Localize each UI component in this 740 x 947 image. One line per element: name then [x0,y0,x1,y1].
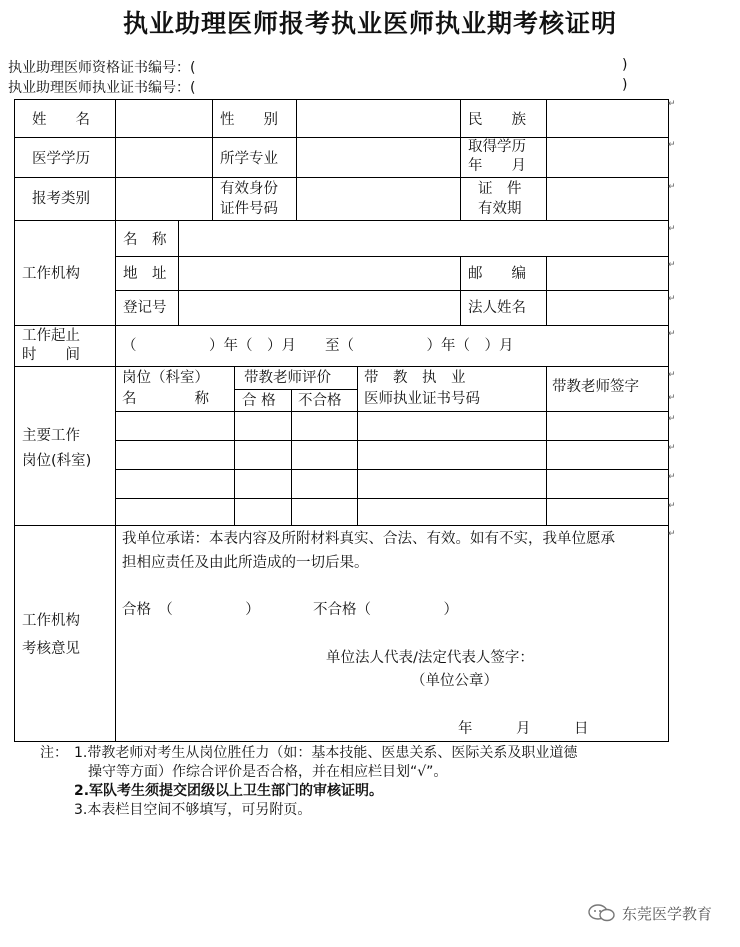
obtained-label-line2: 年 月 [468,158,526,174]
qualification-cert-close: ) [622,57,628,73]
note-3: 3.本表栏目空间不够填写，可另附页。 [74,802,312,818]
period-label-line2: 时 间 [22,347,80,363]
col-fail: 不合格 [298,393,342,409]
wechat-icon [587,905,622,923]
period-label-line1: 工作起止 [22,328,80,344]
watermark-text: 东莞医学教育 [621,905,712,923]
notes-prefix: 注： [40,745,68,761]
paragraph-mark: ↵ [668,370,676,380]
pledge-line2: 担相应责任及由此所造成的一切后果。 [122,555,369,571]
paragraph-mark: ↵ [668,501,676,511]
postcode-label: 邮 编 [468,266,526,282]
period-text: （ ）年（ ）月 至（ ）年（ ）月 [122,338,514,354]
col-post-line2: 名 称 [122,391,209,407]
paragraph-mark: ↵ [668,393,676,403]
paragraph-mark: ↵ [668,443,676,453]
paragraph-mark: ↵ [668,182,676,192]
note-1-line2: 操守等方面）作综合评价是否合格，并在相应栏目划“√”。 [88,764,448,780]
note-1-line1: 1.带教老师对考生从岗位胜任力（如：基本技能、医患关系、医际关系及职业道德 [74,745,578,761]
reg-no-label: 登记号 [123,300,167,316]
document-title: 执业助理医师报考执业医师执业期考核证明 [122,9,617,38]
org-address-label: 地 址 [123,266,167,282]
qualification-cert-label: 执业助理医师资格证书编号：( [8,60,196,76]
id-label-line1: 有效身份 [220,181,278,197]
legal-name-label: 法人姓名 [468,300,526,316]
ethnicity-label: 民 族 [468,112,526,128]
org-name-label: 名 称 [123,232,167,248]
pledge-line1: 我单位承诺：本表内容及所附材料真实、合法、有效。如有不实，我单位愿承 [122,531,615,547]
watermark [587,903,712,924]
col-teacher-line2: 医师执业证书号码 [364,391,480,407]
validity-label-line1: 证 件 [478,181,522,197]
paragraph-mark: ↵ [668,224,676,234]
review-fail: 不合格（ ） [313,602,458,618]
paragraph-mark: ↵ [668,294,676,304]
col-pass: 合 格 [242,393,276,409]
paragraph-mark: ↵ [668,529,676,539]
category-label: 报考类别 [32,191,90,207]
col-eval: 带教老师评价 [244,370,331,386]
paragraph-mark: ↵ [668,99,676,109]
name-label: 姓 名 [32,112,90,128]
review-label-line2: 考核意见 [22,641,80,657]
org-section-label: 工作机构 [22,266,80,282]
seal-label: （单位公章） [411,673,498,689]
validity-label-line2: 有效期 [478,201,522,217]
review-pass: 合格 （ ） [122,602,260,618]
major-label: 所学专业 [220,151,278,167]
education-label: 医学学历 [32,151,90,167]
gender-label: 性 别 [220,112,278,128]
review-date: 年 月 日 [458,721,589,737]
review-label-line1: 工作机构 [22,613,80,629]
practice-cert-close: ) [622,77,628,93]
note-2: 2.军队考生须提交团级以上卫生部门的审核证明。 [74,783,384,799]
obtained-label-line1: 取得学历 [468,139,526,155]
paragraph-mark: ↵ [668,140,676,150]
posts-label-line2: 岗位(科室) [22,453,92,469]
id-label-line2: 证件号码 [220,201,278,217]
paragraph-mark: ↵ [668,472,676,482]
col-sign: 带教老师签字 [552,379,639,395]
practice-cert-label: 执业助理医师执业证书编号：( [8,80,196,96]
paragraph-mark: ↵ [668,329,676,339]
paragraph-mark: ↵ [668,414,676,424]
col-post-line1: 岗位（科室） [122,370,209,386]
rep-sign-label: 单位法人代表/法定代表人签字： [326,650,534,666]
posts-label-line1: 主要工作 [22,428,80,444]
col-teacher-line1: 带 教 执 业 [364,370,466,386]
paragraph-mark: ↵ [668,260,676,270]
